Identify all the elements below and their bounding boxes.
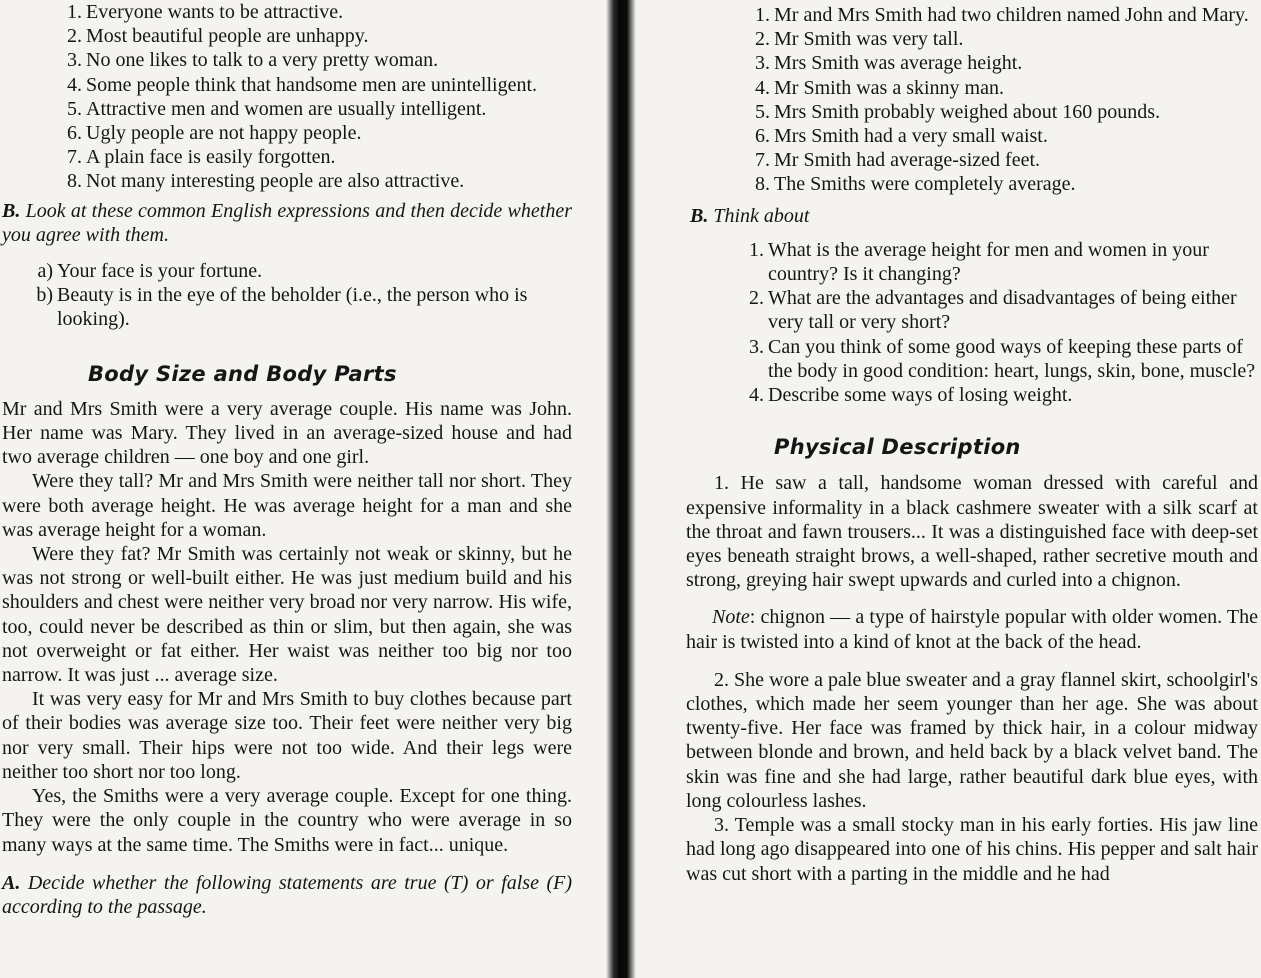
paragraph: It was very easy for Mr and Mrs Smith to buy clothes because part of their bodies was average size too. Their feet were neither very big nor very small. Their hips were not too wide. And their legs were neither too short nor too long. xyxy=(2,688,572,783)
expression-list xyxy=(2,259,572,332)
section-b-think-about: B. Think about xyxy=(690,204,810,227)
paragraph: Were they fat? Mr Smith was certainly not weak or skinny, but he was not strong or well-built either. He was just medium build and his shoulders and chest were neither very broad nor very narrow. His wife, too, could never be described as thin or slim, but then again, she was not overweight or fat either. Her waist was neither too big nor too narrow. It was just ... average size. xyxy=(2,543,572,687)
list-item: 1. Everyone wants to be attractive. xyxy=(67,1,344,23)
description-paragraph-2: 2. She wore a pale blue sweater and a gray flannel skirt, schoolgirl's clothes, which made her seem younger than her age. She was about twenty-five. Her face was framed by thick hair, in a colour midway between blonde and brown, and held back by a black velvet band. The skin was fine and she had large, rather beautiful dark blue eyes, with long colourless lashes. xyxy=(686,668,1258,812)
list-item: 3. No one likes to talk to a very pretty woman. xyxy=(67,49,439,72)
paragraph: Were they tall? Mr and Mrs Smith were neither tall nor short. They were both average height. He was average height for a man and she was average height for a woman. xyxy=(2,470,572,541)
list-item: 2. Most beautiful people are unhappy. xyxy=(67,25,369,48)
list-item: 3. Can you think of some good ways of keeping these parts of the body in good condition: heart, lungs, skin, bone, muscle? xyxy=(749,335,1256,382)
list-item: 8. The Smiths were completely average. xyxy=(755,173,1076,196)
list-item: 1. Mr and Mrs Smith had two children named John and Mary. xyxy=(755,4,1249,26)
right-column xyxy=(686,0,1258,886)
page-gutter xyxy=(606,0,636,978)
list-item: 1. What is the average height for men and women in your country? Is it changing? xyxy=(749,238,1209,286)
statement-list-1 xyxy=(2,0,572,194)
list-item: 4. Describe some ways of losing weight. xyxy=(749,384,1073,407)
paragraph: Mr and Mrs Smith were a very average couple. His name was John. Her name was Mary. They lived in an average-sized house and had two average children — one boy and one girl. xyxy=(2,397,572,469)
description-paragraph-1: 1. He saw a tall, handsome woman dressed with careful and expensive informality in a black cashmere sweater with a silk scarf at the throat and fawn trousers... It was a distinguished face with deep-set eyes beneath straight brows, a well-shaped, rather secretive mouth and strong, greying hair swept upwards and curled into a chignon. xyxy=(686,472,1258,592)
paragraph: Yes, the Smiths were a very average couple. Except for one thing. They were the only couple in the country who were average in so many ways at the same time. The Smiths were in fact... unique. xyxy=(2,785,572,856)
list-item: 6. Mrs Smith had a very small waist. xyxy=(755,125,1048,148)
think-about-list xyxy=(686,238,1258,407)
list-item: 7. Mr Smith had average-sized feet. xyxy=(755,149,1041,172)
section-heading-physical-description: Physical Description xyxy=(774,435,1021,460)
statement-list-2 xyxy=(686,3,1258,197)
list-item: 4. Mr Smith was a skinny man. xyxy=(755,76,1004,99)
list-item: 5. Mrs Smith probably weighed about 160 pounds. xyxy=(755,100,1161,123)
list-item: 6. Ugly people are not happy people. xyxy=(67,122,362,145)
left-column xyxy=(2,0,572,919)
list-item: 2. What are the advantages and disadvantages of being either very tall or very short? xyxy=(749,287,1237,334)
list-item: 3. Mrs Smith was average height. xyxy=(755,52,1023,75)
list-item: 8. Not many interesting people are also attractive. xyxy=(67,170,465,193)
note-paragraph: Note: chignon — a type of hairstyle popular with older women. The hair is twisted into a kind of knot at the back of the head. xyxy=(686,606,1258,653)
list-item: a) Your face is your fortune. xyxy=(37,260,263,283)
list-item: 2. Mr Smith was very tall. xyxy=(755,28,964,51)
list-item: 7. A plain face is easily forgotten. xyxy=(67,146,336,169)
list-item: b) Beauty is in the eye of the beholder (i.e., the person who is looking). xyxy=(36,284,528,331)
list-item: 4. Some people think that handsome men are unintelligent. xyxy=(67,73,538,96)
description-paragraph-3: 3. Temple was a small stocky man in his early forties. His jaw line had long ago disappeared into one of his chins. His pepper and salt hair was cut short with a parting in the middle and he had xyxy=(686,814,1258,885)
section-b-instruction: B. Look at these common English expressions and then decide whether you agree with them. xyxy=(2,199,572,246)
section-heading-body-size: Body Size and Body Parts xyxy=(88,361,397,386)
list-item: 5. Attractive men and women are usually intelligent. xyxy=(67,97,487,120)
body-size-passage xyxy=(2,397,572,857)
section-a-instruction: A. Decide whether the following statements are true (T) or false (F) according to the passage. xyxy=(2,871,572,918)
